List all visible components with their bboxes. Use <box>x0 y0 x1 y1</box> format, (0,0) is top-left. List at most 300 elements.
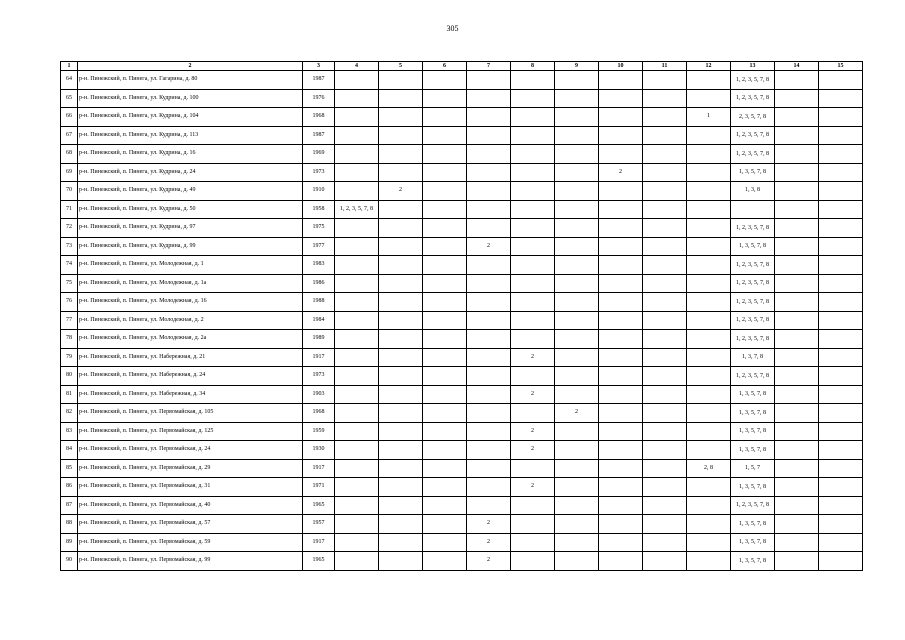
table-cell <box>643 533 687 552</box>
table-cell <box>687 422 731 441</box>
table-cell <box>467 126 511 145</box>
table-cell <box>467 478 511 497</box>
table-cell <box>379 126 423 145</box>
table-cell: 1 <box>687 108 731 127</box>
table-cell <box>511 367 555 386</box>
address-cell: р-н. Пинежский, п. Пинега, ул. Молодежная, д. 16 <box>78 293 303 312</box>
table-cell <box>555 182 599 201</box>
table-cell <box>643 422 687 441</box>
table-row <box>61 422 863 441</box>
table-cell <box>819 219 863 238</box>
table-row <box>61 311 863 330</box>
table-cell: 1, 2, 3, 5, 7, 8 <box>731 126 775 145</box>
table-cell: 2 <box>511 441 555 460</box>
table-cell <box>467 367 511 386</box>
table-cell: 1, 5, 7 <box>731 459 775 478</box>
table-cell <box>511 89 555 108</box>
table-cell <box>819 126 863 145</box>
table-row <box>61 367 863 386</box>
table-cell <box>467 274 511 293</box>
table-cell <box>819 533 863 552</box>
table-cell <box>379 237 423 256</box>
table-cell <box>775 219 819 238</box>
address-cell: р-н. Пинежский, п. Пинега, ул. Молодежная, д. 2а <box>78 330 303 349</box>
table-cell <box>511 126 555 145</box>
table-cell <box>511 533 555 552</box>
table-cell <box>687 293 731 312</box>
table-cell <box>599 552 643 571</box>
table-cell <box>379 515 423 534</box>
table-row <box>61 552 863 571</box>
column-header-13: 13 <box>731 62 775 71</box>
row-number-cell: 89 <box>61 533 78 552</box>
table-cell <box>423 404 467 423</box>
year-cell: 1977 <box>303 237 335 256</box>
table-cell <box>555 311 599 330</box>
table-cell <box>643 478 687 497</box>
year-cell: 1917 <box>303 533 335 552</box>
table-cell <box>643 311 687 330</box>
table-cell <box>335 237 379 256</box>
year-cell: 1969 <box>303 145 335 164</box>
table-cell <box>423 552 467 571</box>
row-number-cell: 79 <box>61 348 78 367</box>
table-cell <box>423 108 467 127</box>
table-cell <box>555 71 599 90</box>
table-cell <box>599 219 643 238</box>
table-cell: 2 <box>467 515 511 534</box>
table-cell <box>599 422 643 441</box>
table-cell <box>687 71 731 90</box>
table-cell: 1, 2, 3, 5, 7, 8 <box>731 71 775 90</box>
column-header-3: 3 <box>303 62 335 71</box>
table-cell <box>775 533 819 552</box>
table-cell <box>335 330 379 349</box>
table-cell <box>599 404 643 423</box>
address-cell: р-н. Пинежский, п. Пинега, ул. Кудрина, д. 100 <box>78 89 303 108</box>
table-cell <box>819 200 863 219</box>
table-cell: 1, 2, 3, 5, 7, 8 <box>335 200 379 219</box>
address-cell: р-н. Пинежский, п. Пинега, ул. Первомайская, д. 29 <box>78 459 303 478</box>
column-header-2: 2 <box>78 62 303 71</box>
table-cell <box>423 237 467 256</box>
table-cell <box>687 478 731 497</box>
table-cell <box>379 552 423 571</box>
table-cell: 1, 3, 5, 7, 8 <box>731 163 775 182</box>
table-cell <box>599 256 643 275</box>
table-cell <box>467 348 511 367</box>
table-cell <box>335 274 379 293</box>
table-cell <box>379 385 423 404</box>
table-cell <box>643 182 687 201</box>
table-cell: 1, 2, 3, 5, 7, 8 <box>731 311 775 330</box>
table-cell <box>819 256 863 275</box>
table-cell <box>379 404 423 423</box>
table-cell <box>511 515 555 534</box>
table-cell <box>379 459 423 478</box>
year-cell: 1958 <box>303 200 335 219</box>
table-cell <box>599 89 643 108</box>
table-row <box>61 182 863 201</box>
table-cell <box>335 71 379 90</box>
table-cell <box>555 348 599 367</box>
year-cell: 1986 <box>303 274 335 293</box>
table-cell <box>599 478 643 497</box>
table-cell <box>599 126 643 145</box>
table-cell <box>819 182 863 201</box>
table-cell <box>687 311 731 330</box>
table-cell <box>775 71 819 90</box>
table-cell <box>379 108 423 127</box>
table-row <box>61 89 863 108</box>
table-cell: 1, 2, 3, 5, 7, 8 <box>731 330 775 349</box>
table-cell <box>467 385 511 404</box>
table-body <box>61 71 863 571</box>
table-cell <box>423 163 467 182</box>
table-cell <box>555 163 599 182</box>
table-cell <box>819 330 863 349</box>
row-number-cell: 86 <box>61 478 78 497</box>
table-cell: 1, 3, 8 <box>731 182 775 201</box>
table-cell <box>775 182 819 201</box>
table-cell <box>423 126 467 145</box>
table-cell <box>643 145 687 164</box>
address-cell: р-н. Пинежский, п. Пинега, ул. Набережная, д. 24 <box>78 367 303 386</box>
table-cell <box>511 256 555 275</box>
table-row <box>61 200 863 219</box>
table-cell <box>599 274 643 293</box>
table-cell <box>511 237 555 256</box>
table-cell <box>467 71 511 90</box>
table-row <box>61 237 863 256</box>
address-cell: р-н. Пинежский, п. Пинега, ул. Молодежная, д. 1а <box>78 274 303 293</box>
year-cell: 1968 <box>303 404 335 423</box>
table-cell <box>379 330 423 349</box>
row-number-cell: 69 <box>61 163 78 182</box>
address-cell: р-н. Пинежский, п. Пинега, ул. Первомайская, д. 125 <box>78 422 303 441</box>
address-cell: р-н. Пинежский, п. Пинега, ул. Молодежная, д. 1 <box>78 256 303 275</box>
table-cell <box>379 145 423 164</box>
row-number-cell: 75 <box>61 274 78 293</box>
table-cell <box>335 533 379 552</box>
table-cell <box>511 108 555 127</box>
table-cell <box>379 441 423 460</box>
row-number-cell: 76 <box>61 293 78 312</box>
table-cell <box>467 330 511 349</box>
table-cell <box>775 293 819 312</box>
column-header-9: 9 <box>555 62 599 71</box>
table-cell <box>819 145 863 164</box>
table-cell: 1, 3, 5, 7, 8 <box>731 478 775 497</box>
table-cell <box>687 126 731 145</box>
table-cell <box>379 348 423 367</box>
table-row <box>61 459 863 478</box>
table-cell <box>423 182 467 201</box>
table-cell <box>467 311 511 330</box>
table-cell <box>775 385 819 404</box>
table-cell <box>775 496 819 515</box>
table-cell <box>335 496 379 515</box>
table-cell <box>687 515 731 534</box>
row-number-cell: 88 <box>61 515 78 534</box>
table-cell: 2, 8 <box>687 459 731 478</box>
table-cell <box>643 71 687 90</box>
table-cell <box>511 163 555 182</box>
table-cell <box>555 145 599 164</box>
table-cell <box>335 89 379 108</box>
row-number-cell: 68 <box>61 145 78 164</box>
address-cell: р-н. Пинежский, п. Пинега, ул. Кудрина, д. 24 <box>78 163 303 182</box>
table-cell <box>511 200 555 219</box>
table-cell <box>819 478 863 497</box>
table-cell <box>467 293 511 312</box>
table-cell <box>555 108 599 127</box>
table-cell <box>775 163 819 182</box>
table-cell <box>555 552 599 571</box>
address-cell: р-н. Пинежский, п. Пинега, ул. Первомайская, д. 59 <box>78 533 303 552</box>
table-cell <box>335 348 379 367</box>
table-cell <box>423 533 467 552</box>
table-row <box>61 108 863 127</box>
table-cell <box>775 459 819 478</box>
table-cell <box>775 274 819 293</box>
table-cell <box>335 256 379 275</box>
table-cell <box>335 219 379 238</box>
table-cell <box>467 163 511 182</box>
address-cell: р-н. Пинежский, п. Пинега, ул. Кудрина, д. 97 <box>78 219 303 238</box>
table-cell <box>775 515 819 534</box>
table-cell: 1, 3, 5, 7, 8 <box>731 552 775 571</box>
table-cell <box>819 441 863 460</box>
table-cell <box>819 515 863 534</box>
table-cell: 1, 3, 5, 7, 8 <box>731 422 775 441</box>
year-cell: 1984 <box>303 311 335 330</box>
buildings-table <box>60 61 863 571</box>
table-cell <box>555 385 599 404</box>
row-number-cell: 65 <box>61 89 78 108</box>
year-cell: 1917 <box>303 459 335 478</box>
table-cell <box>467 441 511 460</box>
row-number-cell: 66 <box>61 108 78 127</box>
table-cell <box>599 108 643 127</box>
address-cell: р-н. Пинежский, п. Пинега, ул. Кудрина, д. 49 <box>78 182 303 201</box>
column-header-6: 6 <box>423 62 467 71</box>
table-cell <box>555 496 599 515</box>
table-cell <box>599 145 643 164</box>
table-cell <box>511 404 555 423</box>
table-cell <box>687 552 731 571</box>
column-header-8: 8 <box>511 62 555 71</box>
table-cell <box>423 367 467 386</box>
table-cell <box>599 533 643 552</box>
table-cell <box>423 311 467 330</box>
year-cell: 1903 <box>303 385 335 404</box>
table-cell <box>555 367 599 386</box>
table-cell <box>775 256 819 275</box>
table-cell <box>423 274 467 293</box>
table-cell: 2 <box>599 163 643 182</box>
column-header-10: 10 <box>599 62 643 71</box>
table-cell <box>379 274 423 293</box>
address-cell: р-н. Пинежский, п. Пинега, ул. Кудрина, д. 113 <box>78 126 303 145</box>
year-cell: 1975 <box>303 219 335 238</box>
table-cell <box>335 441 379 460</box>
column-header-7: 7 <box>467 62 511 71</box>
table-cell <box>643 219 687 238</box>
row-number-cell: 78 <box>61 330 78 349</box>
table-cell <box>643 126 687 145</box>
table-cell: 1, 2, 3, 5, 7, 8 <box>731 293 775 312</box>
table-cell <box>511 145 555 164</box>
table-cell <box>379 163 423 182</box>
table-cell: 1, 3, 5, 7, 8 <box>731 237 775 256</box>
table-cell: 2 <box>511 478 555 497</box>
table-row <box>61 348 863 367</box>
page-number: 305 <box>446 24 459 33</box>
column-header-12: 12 <box>687 62 731 71</box>
table-cell <box>775 552 819 571</box>
table-row <box>61 163 863 182</box>
table-cell <box>687 200 731 219</box>
header-row <box>61 62 863 71</box>
row-number-cell: 71 <box>61 200 78 219</box>
table-cell <box>423 441 467 460</box>
row-number-cell: 87 <box>61 496 78 515</box>
table-cell <box>423 478 467 497</box>
table-cell <box>819 367 863 386</box>
table-cell <box>423 348 467 367</box>
table-cell <box>599 441 643 460</box>
table-cell <box>775 200 819 219</box>
table-cell <box>599 348 643 367</box>
table-cell <box>819 552 863 571</box>
table-cell: 2 <box>467 552 511 571</box>
table-cell <box>775 348 819 367</box>
row-number-cell: 77 <box>61 311 78 330</box>
table-cell <box>819 348 863 367</box>
table-cell <box>379 71 423 90</box>
table-cell <box>335 515 379 534</box>
row-number-cell: 80 <box>61 367 78 386</box>
year-cell: 1989 <box>303 330 335 349</box>
year-cell: 1976 <box>303 89 335 108</box>
table-row <box>61 330 863 349</box>
address-cell: р-н. Пинежский, п. Пинега, ул. Первомайская, д. 24 <box>78 441 303 460</box>
table-cell <box>423 145 467 164</box>
table-cell <box>335 404 379 423</box>
table-cell <box>555 478 599 497</box>
table-cell <box>423 256 467 275</box>
table-cell: 1, 2, 3, 5, 7, 8 <box>731 89 775 108</box>
table-cell <box>467 459 511 478</box>
table-cell <box>555 237 599 256</box>
table-cell <box>379 293 423 312</box>
address-cell: р-н. Пинежский, п. Пинега, ул. Первомайская, д. 31 <box>78 478 303 497</box>
table-cell <box>687 348 731 367</box>
table-cell <box>687 182 731 201</box>
year-cell: 1971 <box>303 478 335 497</box>
table-cell: 1, 3, 7, 8 <box>731 348 775 367</box>
column-header-5: 5 <box>379 62 423 71</box>
table-cell <box>467 256 511 275</box>
table-cell <box>599 330 643 349</box>
table-cell <box>555 89 599 108</box>
table-cell <box>511 293 555 312</box>
table-cell <box>379 478 423 497</box>
table-cell <box>643 515 687 534</box>
table-cell <box>423 459 467 478</box>
column-header-14: 14 <box>775 62 819 71</box>
row-number-cell: 90 <box>61 552 78 571</box>
table-cell <box>643 459 687 478</box>
table-cell <box>335 311 379 330</box>
year-cell: 1988 <box>303 293 335 312</box>
year-cell: 1957 <box>303 515 335 534</box>
table-cell <box>687 385 731 404</box>
table-cell <box>423 293 467 312</box>
table-cell <box>467 108 511 127</box>
table-cell <box>643 237 687 256</box>
table-cell: 1, 3, 5, 7, 8 <box>731 404 775 423</box>
table-cell <box>775 237 819 256</box>
table-cell: 1, 2, 3, 5, 7, 8 <box>731 145 775 164</box>
year-cell: 1965 <box>303 552 335 571</box>
table-cell <box>599 200 643 219</box>
table-row <box>61 404 863 423</box>
table-row <box>61 293 863 312</box>
table-cell: 2 <box>511 385 555 404</box>
table-cell: 2 <box>555 404 599 423</box>
table-cell <box>775 145 819 164</box>
table-cell <box>379 256 423 275</box>
table-cell: 1, 2, 3, 5, 7, 8 <box>731 274 775 293</box>
table-cell <box>643 404 687 423</box>
table-cell <box>775 422 819 441</box>
table-cell <box>687 237 731 256</box>
table-cell <box>379 496 423 515</box>
table-cell <box>555 533 599 552</box>
table-cell <box>423 200 467 219</box>
address-cell: р-н. Пинежский, п. Пинега, ул. Кудрина, д. 99 <box>78 237 303 256</box>
year-cell: 1973 <box>303 367 335 386</box>
table-cell <box>511 71 555 90</box>
row-number-cell: 84 <box>61 441 78 460</box>
address-cell: р-н. Пинежский, п. Пинега, ул. Первомайская, д. 57 <box>78 515 303 534</box>
row-number-cell: 83 <box>61 422 78 441</box>
table-cell <box>819 422 863 441</box>
table-cell <box>555 330 599 349</box>
table-cell <box>775 108 819 127</box>
column-header-11: 11 <box>643 62 687 71</box>
table-cell <box>335 163 379 182</box>
address-cell: р-н. Пинежский, п. Пинега, ул. Первомайская, д. 99 <box>78 552 303 571</box>
table-cell <box>555 256 599 275</box>
table-cell <box>819 293 863 312</box>
table-cell <box>775 367 819 386</box>
table-row <box>61 496 863 515</box>
table-cell <box>423 330 467 349</box>
table-row <box>61 385 863 404</box>
table-cell <box>599 237 643 256</box>
table-row <box>61 71 863 90</box>
table-cell <box>423 385 467 404</box>
table-cell <box>423 71 467 90</box>
table-cell <box>379 422 423 441</box>
table-cell <box>511 274 555 293</box>
table-cell <box>775 404 819 423</box>
address-cell: р-н. Пинежский, п. Пинега, ул. Кудрина, д. 16 <box>78 145 303 164</box>
year-cell: 1930 <box>303 441 335 460</box>
